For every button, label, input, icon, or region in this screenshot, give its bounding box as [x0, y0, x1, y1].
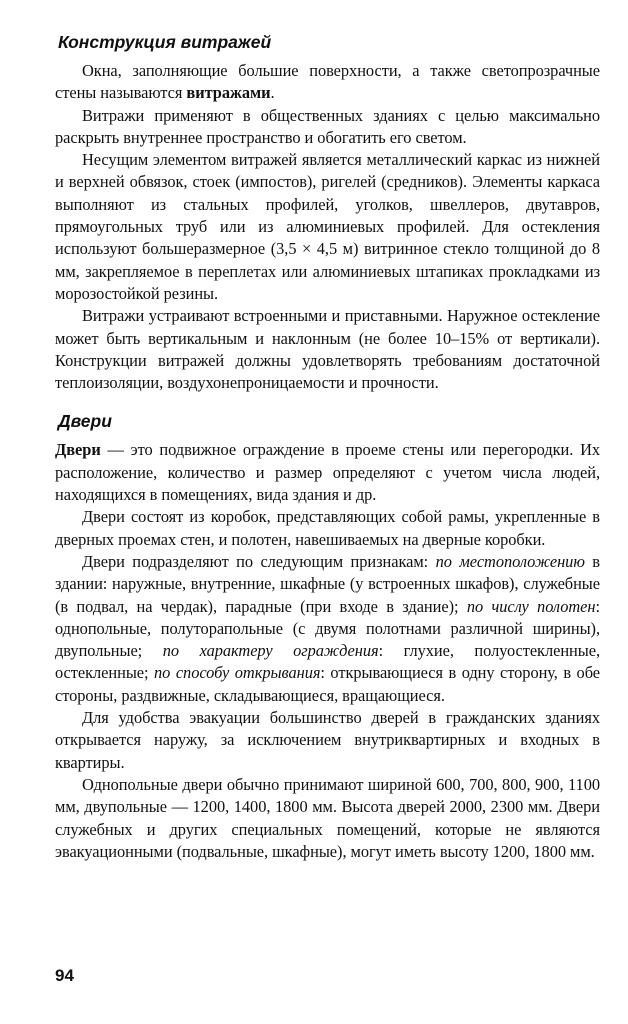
italic-term: по местоположению [435, 551, 585, 571]
text-run: : открывающиеся в одну сторону, в обе стороны, раздвижные, складывающиеся, вращающиеся. [55, 663, 600, 705]
page-number: 94 [55, 966, 74, 985]
text-run: : глухие, полуостекленные, остекленные; [55, 641, 601, 683]
paragraph: Для удобства эвакуации большинство дверей в гражданских зданиях открывается наружу, за исключением внутриквартирных и входных в квартиры. [55, 708, 600, 772]
paragraph: Витражи устраивают встроенными и приставными. Наружное остекление может быть вертикальным и наклонным (не более 10–15% от вертикали). Конструкции витражей должны удовлетворять требованиям достаточной теплоизоляции, воздухонепроницаемости и прочности. [55, 306, 600, 393]
italic-term: по числу полотен [466, 596, 596, 616]
paragraph: Однопольные двери обычно принимают шириной 600, 700, 800, 900, 1100 мм, двупольные — 1200, 1400, 1800 мм. Высота дверей 2000, 2300 мм. Двери служебных и других специальных помещений, которые не являются эвакуационными (подвальные, шкафные), могут иметь высоту 1200, 1800 мм. [55, 774, 600, 861]
section-title-stained-glass: Конструкция витражей [58, 32, 272, 52]
italic-term: по способу открывания [154, 663, 321, 683]
paragraph [55, 551, 600, 707]
italic-term: по характеру ограждения [162, 641, 379, 661]
section-title-doors: Двери [58, 411, 112, 432]
text-run: в здании: наружные, внутренние, шкафные (у встроенных шкафов), служебные (в подвал, на чердак), парадные (при входе в здание); [55, 551, 600, 616]
bold-term: витражами [186, 83, 271, 103]
text-run: Двери подразделяют по следующим признакам: [82, 551, 436, 571]
text-run: — это подвижное ограждение в проеме стены или перегородки. Их расположение, количество и размер определяют с учетом числа людей, находящихся в помещениях, вида здания и др. [55, 440, 600, 505]
paragraph [55, 60, 600, 105]
bold-term: Двери [55, 440, 101, 460]
paragraph: Двери состоят из коробок, представляющих собой рамы, укрепленные в дверных проемах стен, и полотен, навешиваемых на дверные коробки. [55, 507, 600, 549]
text-run: . [270, 83, 275, 103]
paragraph: Витражи применяют в общественных зданиях с целью максимально раскрыть внутреннее пространство и обогатить его светом. [55, 105, 600, 147]
paragraph [55, 439, 600, 506]
text-run: Окна, заполняющие большие поверхности, а также светопрозрачные стены называются [55, 61, 600, 103]
paragraph: Несущим элементом витражей является металлический каркас из нижней и верхней обвязок, стоек (импостов), ригелей (средников). Элементы каркаса выполняют из стальных профилей, уголков, швеллеров, двутавров, прямоугольных труб или из алюминиевых профилей. Для остекления используют большеразмерное (3,5 × 4,5 м) витринное стекло толщиной до 8 мм, закрепляемое в переплетах или алюминиевых штапиках прокладками из морозостойкой резины. [55, 150, 600, 303]
text-run: : однопольные, полуторапольные (с двумя полотнами различной ширины), двупольные; [55, 596, 600, 661]
